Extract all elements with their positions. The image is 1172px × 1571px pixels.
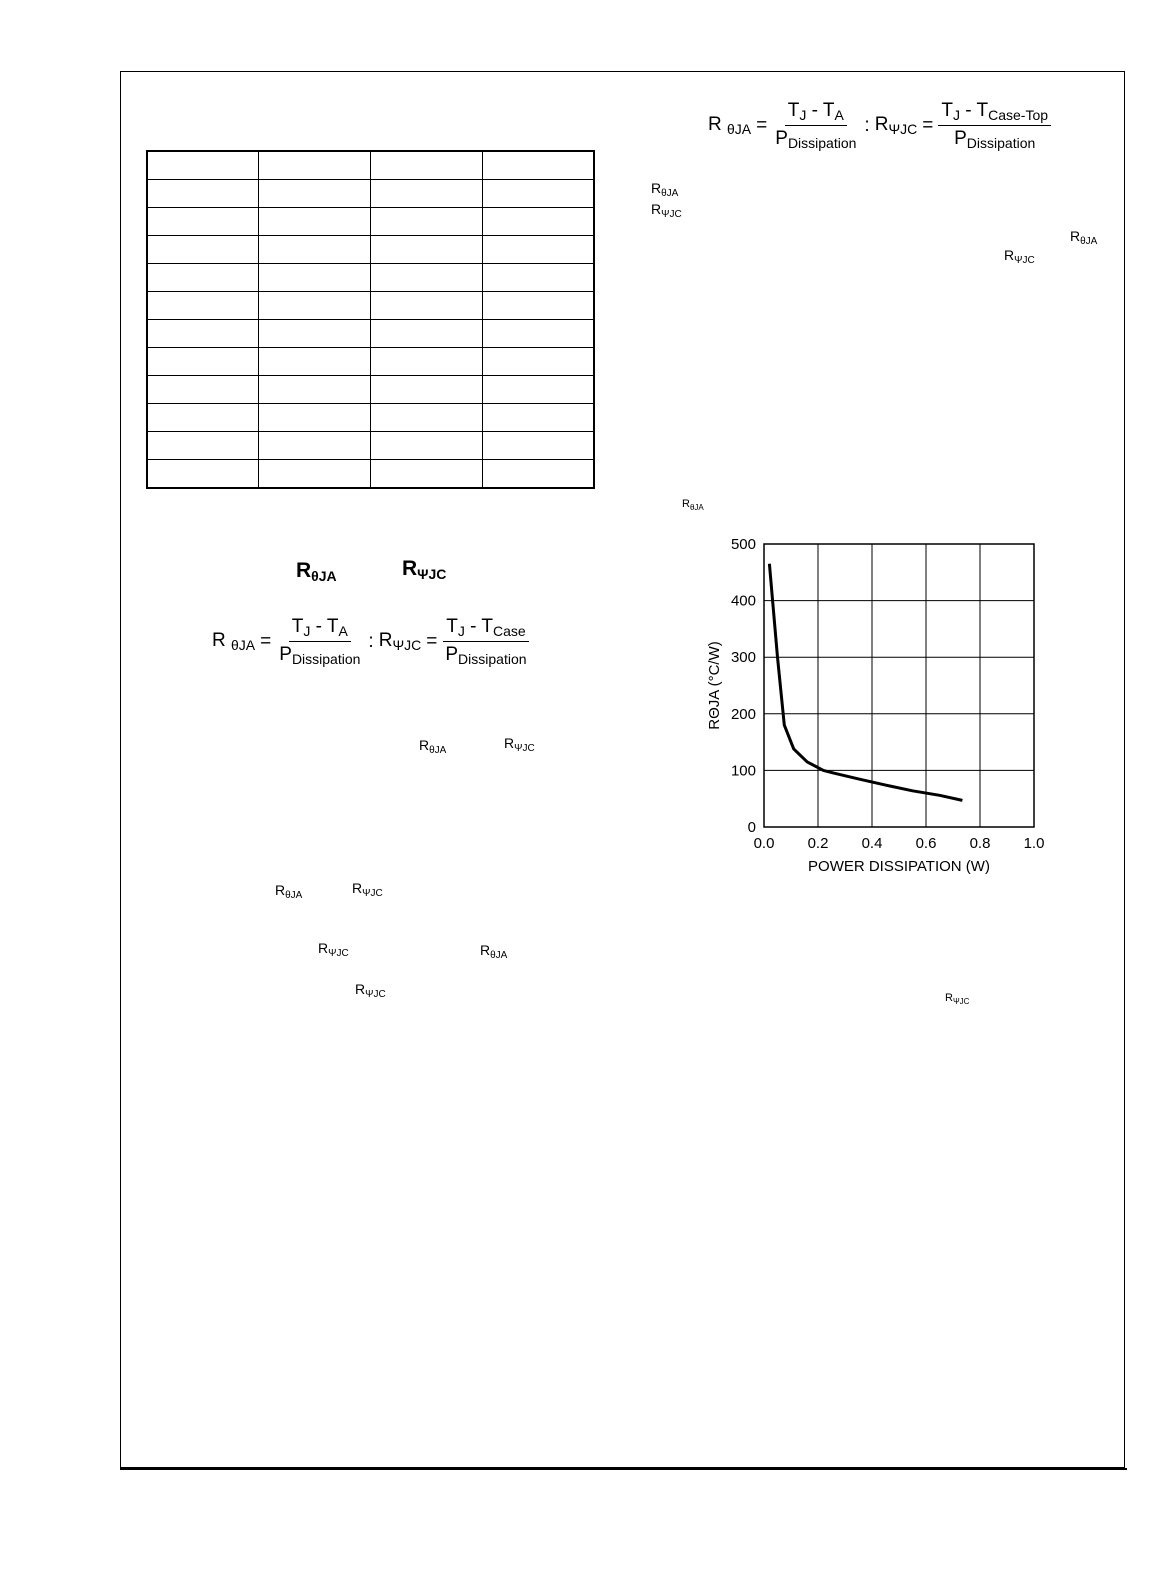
heading-symbol-theta-ja: $R_{\theta JA}$ xyxy=(296,559,337,584)
table-row xyxy=(147,180,594,208)
table-cell xyxy=(147,151,259,180)
table-cell xyxy=(371,404,483,432)
x-axis-label: POWER DISSIPATION (W) xyxy=(808,858,990,875)
y-tick-label: 400 xyxy=(730,592,756,610)
table-cell xyxy=(147,432,259,460)
bottom-rule xyxy=(120,1468,1127,1470)
table-cell xyxy=(259,348,371,376)
table-cell xyxy=(482,151,594,180)
table-cell xyxy=(259,208,371,236)
inline-symbol-psi-jc: $R_{\Psi JC}$ xyxy=(318,940,349,959)
inline-symbol-psi-jc: $R_{\Psi JC}$ xyxy=(355,981,386,1000)
inline-symbol-theta-ja: $R_{\theta JA}$ xyxy=(480,942,508,961)
inline-symbol-theta-ja: $R_{\theta JA}$ xyxy=(651,180,679,199)
table-cell xyxy=(482,208,594,236)
table-cell xyxy=(482,460,594,489)
table-row xyxy=(147,376,594,404)
table-cell xyxy=(259,292,371,320)
inline-symbol-psi-jc: $R_{\Psi JC}$ xyxy=(651,201,682,220)
equation-rhs: $R_{\Psi JC}$ xyxy=(378,630,422,653)
table-cell xyxy=(259,236,371,264)
x-tick-label: 0.4 xyxy=(861,835,883,852)
y-tick-label: 200 xyxy=(730,705,756,723)
fraction-1: $\frac{T_J - T_A}{P_{Dissipation}}$ xyxy=(279,616,361,667)
table-cell xyxy=(482,292,594,320)
table-cell xyxy=(482,376,594,404)
table-row xyxy=(147,460,594,489)
table-cell xyxy=(147,264,259,292)
table-cell xyxy=(147,404,259,432)
table-cell xyxy=(259,180,371,208)
table-cell xyxy=(259,404,371,432)
equation-rhs: $R_{\Psi JC}$ xyxy=(874,114,918,137)
table-cell xyxy=(371,376,483,404)
fraction-2: $\frac{T_J - T_{Case}}{P_{Dissipation}}$ xyxy=(442,616,529,667)
y-axis-label: RΘJA (°C/W) xyxy=(706,641,723,730)
table-cell xyxy=(482,432,594,460)
table-row xyxy=(147,264,594,292)
inline-symbol-theta-ja: $R_{\theta JA}$ xyxy=(419,737,447,756)
inline-symbol-psi-jc: $R_{\Psi JC}$ xyxy=(945,992,970,1006)
equation-lhs: R $_{\theta JA}$ xyxy=(708,114,752,137)
table-cell xyxy=(259,151,371,180)
table-row xyxy=(147,432,594,460)
inline-symbol-psi-jc: $R_{\Psi JC}$ xyxy=(352,880,383,899)
y-tick-label: 300 xyxy=(730,649,756,667)
x-tick-label: 0.0 xyxy=(753,835,775,852)
table-cell xyxy=(371,348,483,376)
table-cell xyxy=(259,432,371,460)
table-row xyxy=(147,404,594,432)
inline-symbol-psi-jc: $R_{\Psi JC}$ xyxy=(504,735,535,754)
table-row xyxy=(147,151,594,180)
inline-symbol-theta-ja: $R_{\theta JA}$ xyxy=(275,882,303,901)
x-tick-label: 0.6 xyxy=(915,835,937,852)
table-cell xyxy=(482,180,594,208)
equation-left: R $_{\theta JA}$ = $\frac{T_J - T_A}{P_{Dissipation}}$ : $R_{\Psi JC}$ = $\frac{T_J - T_{Case}}{P_{Dissipation}}$ xyxy=(212,616,530,667)
table-cell xyxy=(371,264,483,292)
table-cell xyxy=(482,264,594,292)
table-cell xyxy=(482,320,594,348)
table-cell xyxy=(259,376,371,404)
inline-symbol-theta-ja: $R_{\theta JA}$ xyxy=(682,498,704,512)
table-cell xyxy=(371,151,483,180)
table-cell xyxy=(147,292,259,320)
rtheta-ja-chart xyxy=(700,530,1070,890)
table-row xyxy=(147,320,594,348)
table-cell xyxy=(371,432,483,460)
heading-symbol-psi-jc: $R_{\Psi JC}$ xyxy=(402,557,447,582)
y-tick-label: 500 xyxy=(730,536,756,553)
x-tick-label: 0.2 xyxy=(807,835,829,852)
data-table xyxy=(146,150,595,489)
table-cell xyxy=(147,376,259,404)
table-cell xyxy=(147,208,259,236)
table-cell xyxy=(259,264,371,292)
table-cell xyxy=(147,348,259,376)
table-cell xyxy=(482,404,594,432)
equation-top: R $_{\theta JA}$ = $\frac{T_J - T_A}{P_{Dissipation}}$ : $R_{\Psi JC}$ = $\frac{T_J - T_{Case-Top}}{P_{Dissipation}}$ xyxy=(708,100,1051,151)
x-tick-label: 0.8 xyxy=(969,835,991,852)
table-cell xyxy=(482,236,594,264)
table-cell xyxy=(259,320,371,348)
fraction-2: $\frac{T_J - T_{Case-Top}}{P_{Dissipation}}$ xyxy=(938,100,1051,151)
table-cell xyxy=(371,460,483,489)
table-row xyxy=(147,292,594,320)
table-cell xyxy=(371,180,483,208)
table-cell xyxy=(147,236,259,264)
table-cell xyxy=(371,236,483,264)
inline-symbol-theta-ja: $R_{\theta JA}$ xyxy=(1070,228,1098,247)
table-cell xyxy=(371,292,483,320)
table-cell xyxy=(147,320,259,348)
y-tick-label: 100 xyxy=(730,762,756,780)
table-cell xyxy=(371,320,483,348)
table-cell xyxy=(147,180,259,208)
fraction-1: $\frac{T_J - T_A}{P_{Dissipation}}$ xyxy=(775,100,857,151)
equation-lhs: R $_{\theta JA}$ xyxy=(212,630,256,653)
plot-frame xyxy=(764,544,1034,827)
table-cell xyxy=(371,208,483,236)
inline-symbol-psi-jc: $R_{\Psi JC}$ xyxy=(1004,247,1035,266)
y-tick-label: 0 xyxy=(747,819,756,836)
table-cell xyxy=(147,460,259,489)
table-row xyxy=(147,236,594,264)
table-row xyxy=(147,208,594,236)
table-row xyxy=(147,348,594,376)
x-tick-label: 1.0 xyxy=(1023,835,1045,852)
series-line xyxy=(769,564,962,801)
table-cell xyxy=(482,348,594,376)
table-cell xyxy=(259,460,371,489)
